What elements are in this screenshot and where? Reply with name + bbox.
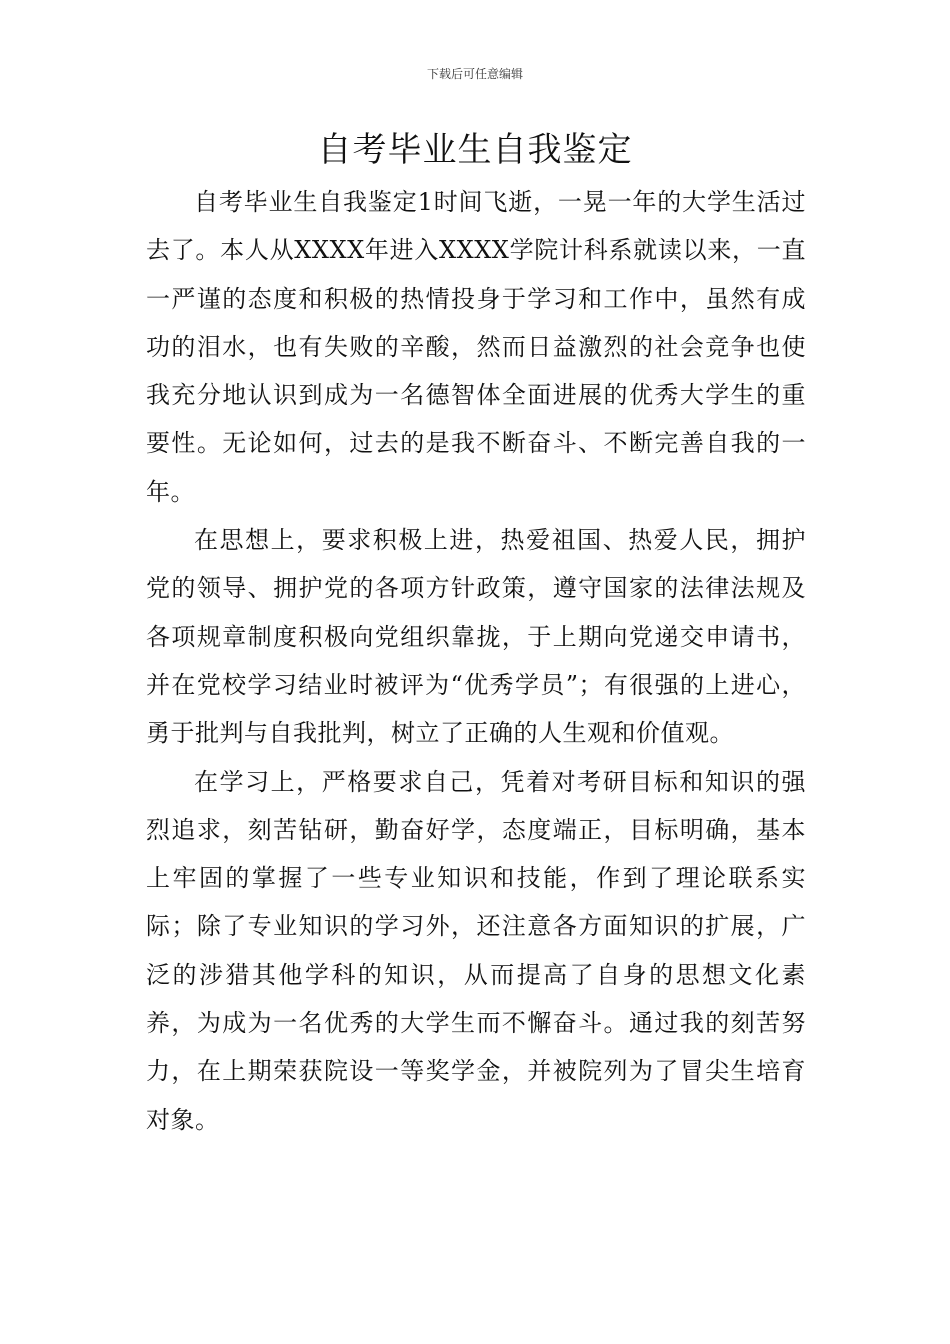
document-body — [146, 178, 806, 1144]
paragraph-3: 在学习上，严格要求自己，凭着对考研目标和知识的强烈追求，刻苦钻研，勤奋好学，态度端正，目标明确，基本上牢固的掌握了一些专业知识和技能，作到了理论联系实际；除了专业知识的学习外，还注意各方面知识的扩展，广泛的涉猎其他学科的知识，从而提高了自身的思想文化素养，为成为一名优秀的大学生而不懈奋斗。通过我的刻苦努力，在上期荣获院设一等奖学金，并被院列为了冒尖生培育对象。 — [146, 767, 806, 1134]
page-header-note: 下载后可任意编辑 — [426, 67, 523, 81]
document-title: 自考毕业生自我鉴定 — [317, 130, 633, 170]
paragraph-1: 自考毕业生自我鉴定1时间飞逝，一晃一年的大学生活过去了。本人从XXXX年进入XXXX学院计科系就读以来，一直一严谨的态度和积极的热情投身于学习和工作中，虽然有成功的泪水，也有失败的辛酸，然而日益激烈的社会竞争也使我充分地认识到成为一名德智体全面进展的优秀大学生的重要性。无论如何，过去的是我不断奋斗、不断完善自我的一年。 — [146, 188, 806, 506]
paragraph-2: 在思想上，要求积极上进，热爱祖国、热爱人民，拥护党的领导、拥护党的各项方针政策，遵守国家的法律法规及各项规章制度积极向党组织靠拢，于上期向党递交申请书，并在党校学习结业时被评为“优秀学员”；有很强的上进心，勇于批判与自我批判，树立了正确的人生观和价值观。 — [146, 526, 806, 748]
